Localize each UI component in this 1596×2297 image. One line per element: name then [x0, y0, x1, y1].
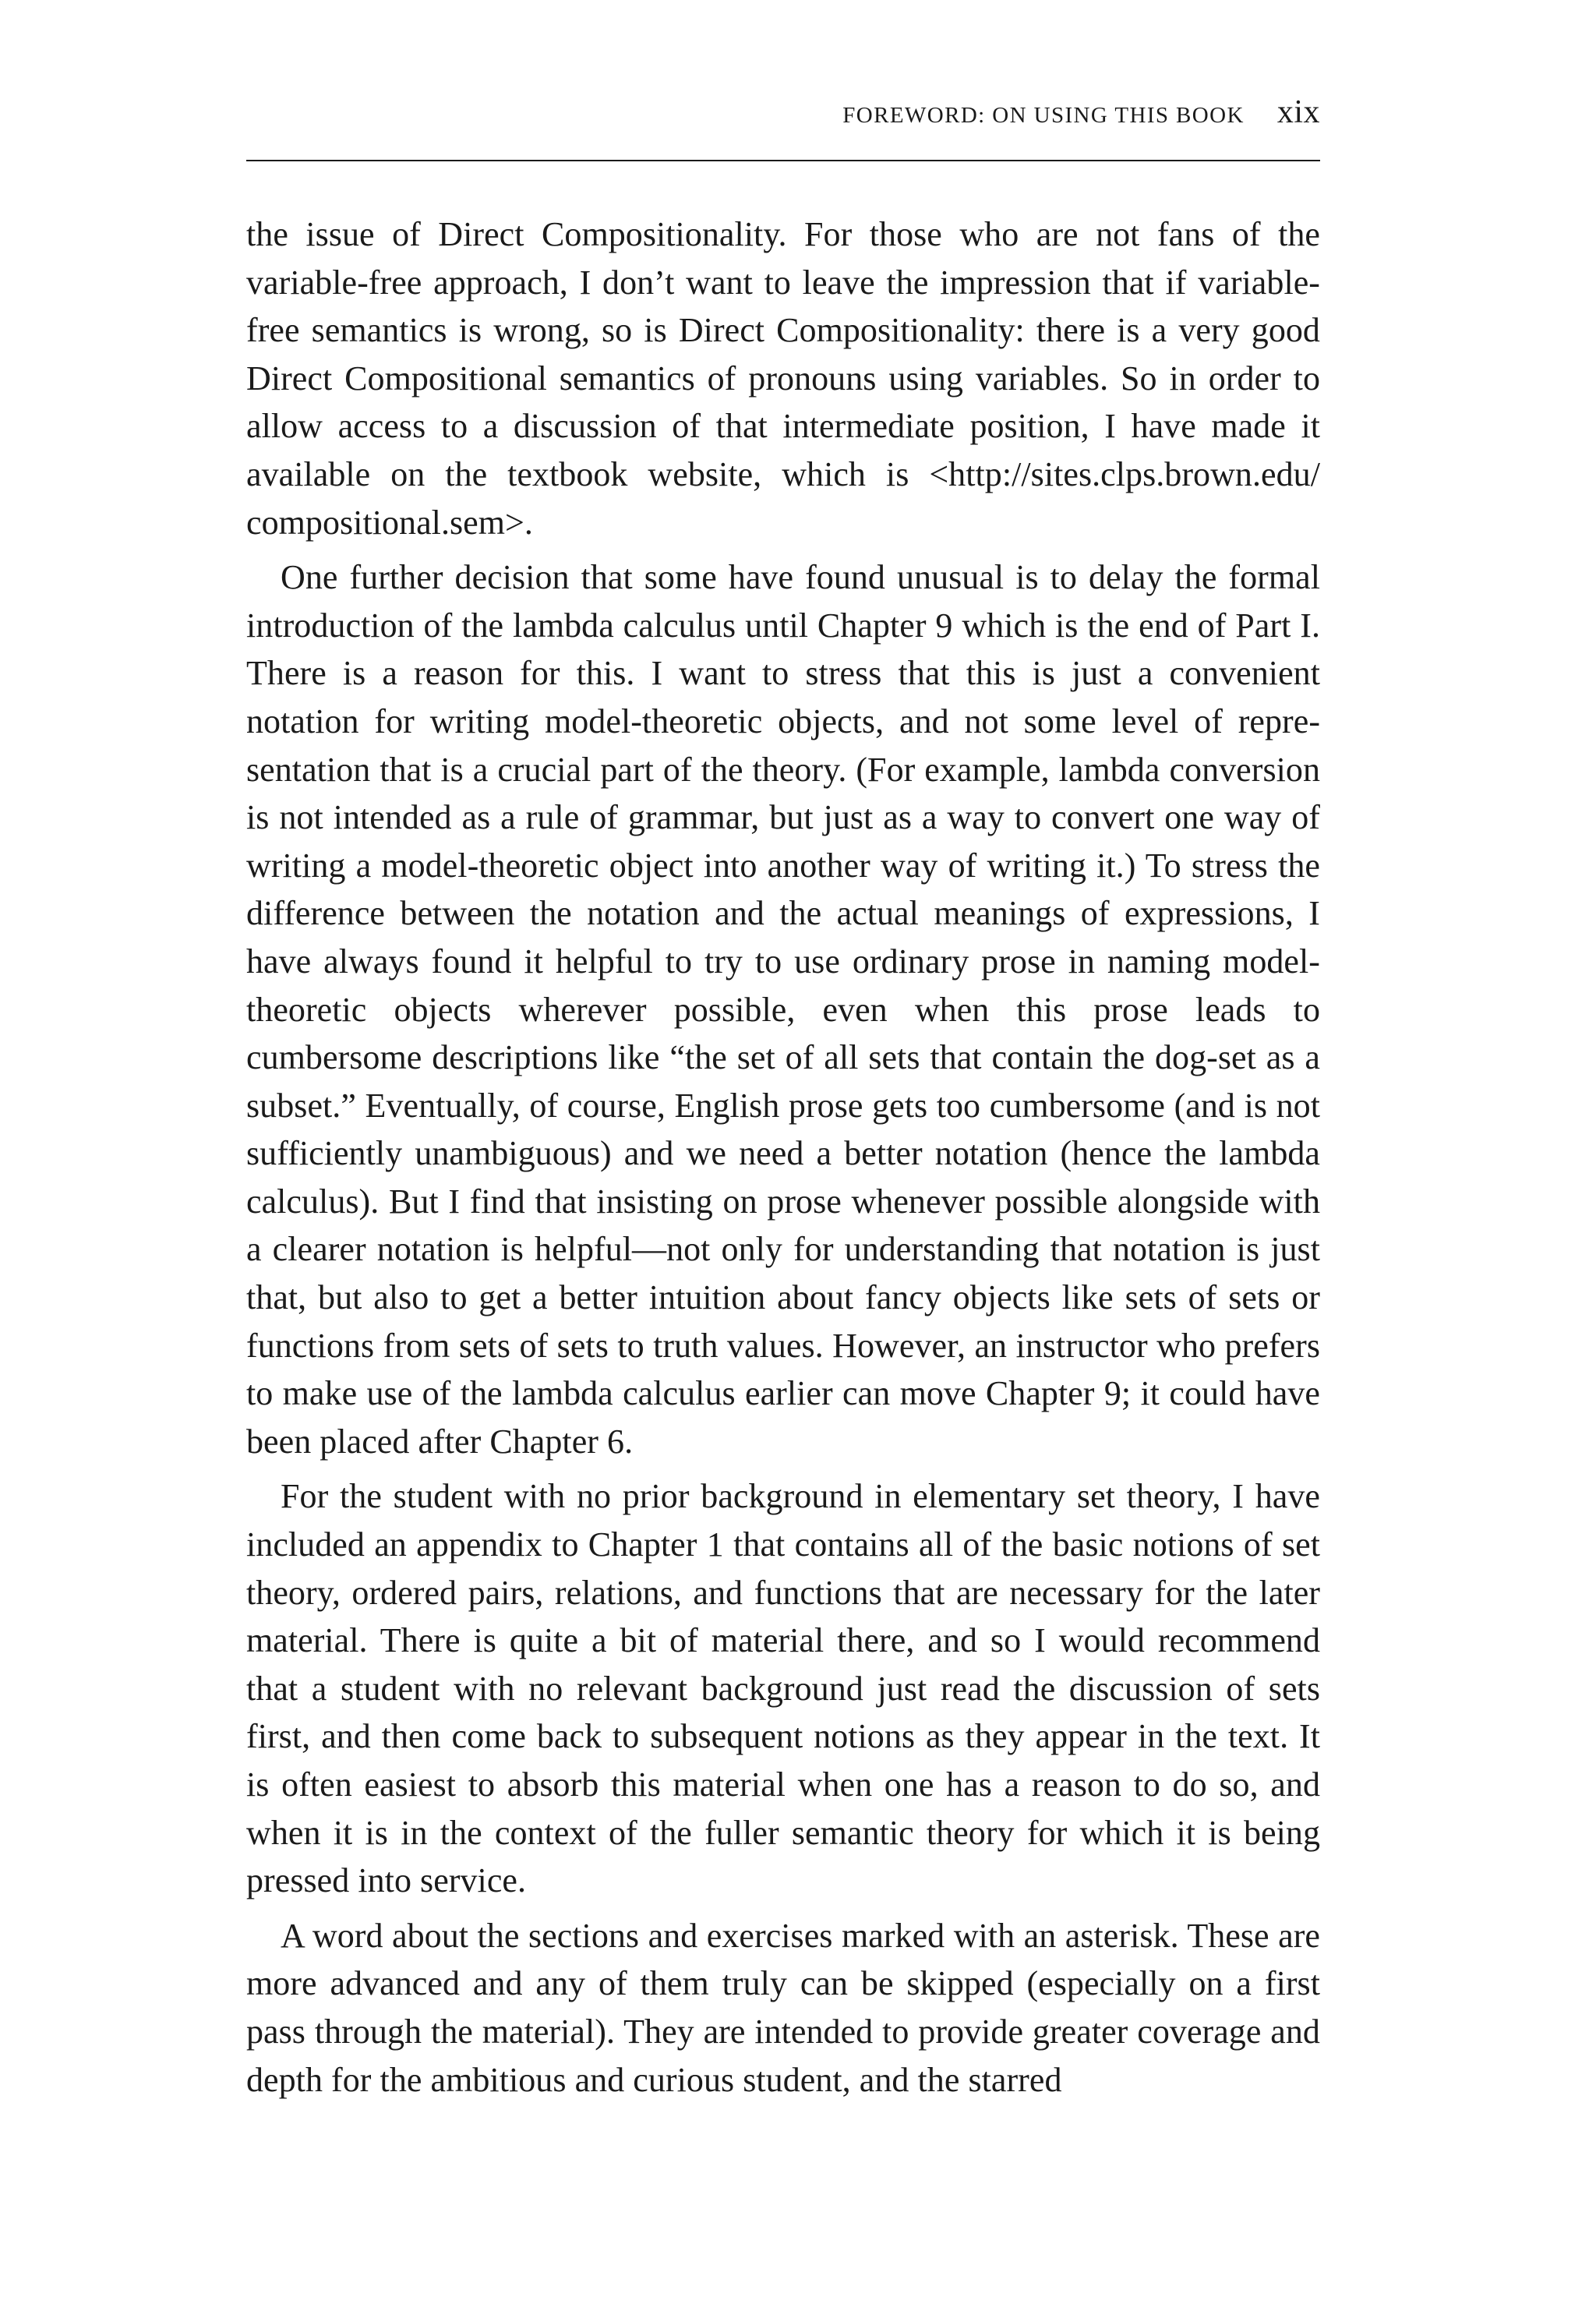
- body-text: [246, 210, 1320, 2104]
- paragraph-continued: the issue of Direct Compositionality. For those who are not fans of the variable-free approach, I don’t want to leave the impression that if variable-free semantics is wrong, so is Direct Compositionality: there is a very good Direct Compositional semantics of pronouns using variables. So in order to allow access to a discussion of that intermediate position, I have made it available on the textbook website, which is <http://sites.clps.brown.edu/ compositional.sem>.: [246, 215, 1320, 542]
- paragraph-asterisk-sections: A word about the sections and exercises marked with an asterisk. These are more advanced and any of them truly can be skipped (especially on a first pass through the material). They are intended to provide greater coverage and depth for the ambitious and curious student, and the starred: [246, 1916, 1320, 2099]
- paragraph-lambda-calculus: One further decision that some have found unusual is to delay the formal introduction of the lambda calculus until Chapter 9 which is the end of Part I. There is a reason for this. I want to stress that this is just a convenient notation for writing model-theoretic objects, and not some level of representation that is a crucial part of the theory. (For example, lambda conversion is not intended as a rule of grammar, but just as a way to convert one way of writing a model-theoretic object into another way of writing it.) To stress the difference between the notation and the actual meanings of expressions, I have always found it helpful to try to use ordinary prose in naming model-theoretic objects wherever possible, even when this prose leads to cumbersome descriptions like “the set of all sets that contain the dog-set as a subset.” Eventually, of course, English prose gets too cumbersome (and is not sufficiently unambiguous) and we need a better notation (hence the lambda calculus). But I find that insisting on prose whenever possible alongside with a clearer notation is helpful—not only for understanding that notation is just that, but also to get a better intuition about fancy objects like sets of sets or functions from sets of sets to truth values. However, an instructor who prefers to make use of the lambda calculus earlier can move Chapter 9; it could have been placed after Chapter 6.: [246, 558, 1320, 1461]
- paragraph-set-theory-appendix: For the student with no prior background in elementary set theory, I have included an appendix to Chapter 1 that contains all of the basic notions of set theory, ordered pairs, relations, and functions that are necessary for the later material. There is quite a bit of material there, and so I would recommend that a student with no relevant background just read the discussion of sets first, and then come back to subsequent notions as they appear in the text. It is often easiest to absorb this material when one has a reason to do so, and when it is in the context of the fuller semantic theory for which it is being pressed into service.: [246, 1477, 1320, 1900]
- header-rule: [246, 160, 1320, 161]
- running-title: FOREWORD: ON USING THIS BOOK: [842, 103, 1245, 128]
- running-head: [246, 94, 1320, 133]
- page-number: xix: [1276, 94, 1320, 130]
